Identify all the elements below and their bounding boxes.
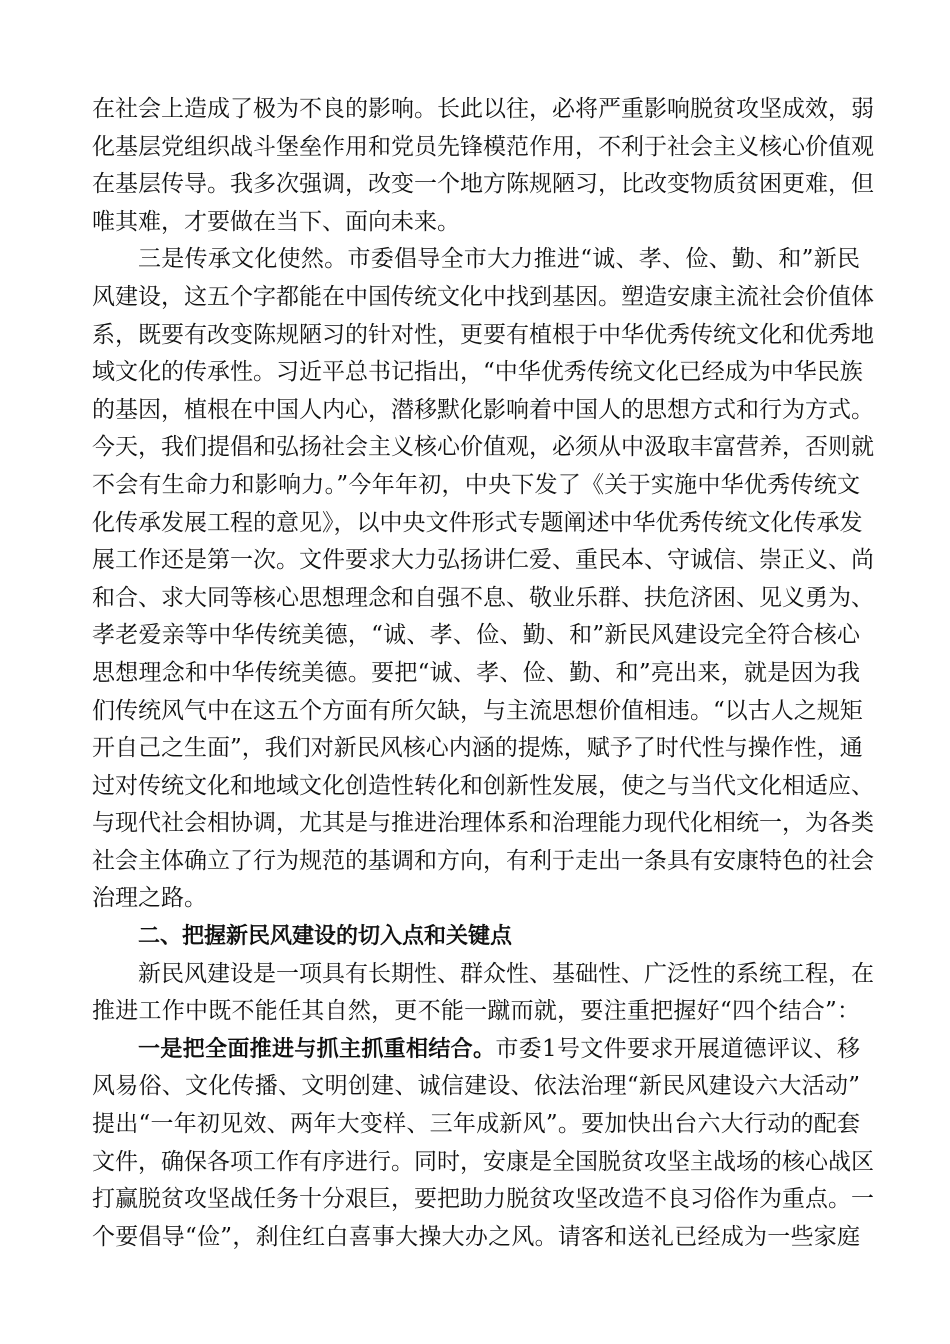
paragraph-4	[92, 1031, 874, 1257]
text-line: 文件，确保各项工作有序进行。同时，安康是全国脱贫攻坚主战场的核心战区	[92, 1148, 874, 1175]
text-line: 在基层传导。我多次强调，改变一个地方陈规陋习，比改变物质贫困更难，但	[92, 171, 874, 198]
text-line: 三是传承文化使然。市委倡导全市大力推进“诚、孝、俭、勤、和”新民	[138, 246, 860, 273]
text-line: 化传承发展工程的意见》，以中央文件形式专题阐述中华优秀传统文化传承发	[92, 509, 863, 536]
text-line: 新民风建设是一项具有长期性、群众性、基础性、广泛性的系统工程，在	[138, 960, 874, 987]
section-heading: 二、把握新民风建设的切入点和关键点	[138, 924, 513, 950]
text-line: 系，既要有改变陈规陋习的针对性，更要有植根于中华优秀传统文化和优秀地	[92, 321, 874, 348]
text-line: 开自己之生面”，我们对新民风核心内涵的提炼，赋予了时代性与操作性，通	[92, 735, 863, 762]
text-line: 孝老爱亲等中华传统美德，“诚、孝、俭、勤、和”新民风建设完全符合核心	[92, 622, 860, 649]
text-line: 域文化的传承性。习近平总书记指出，“中华优秀传统文化已经成为中华民族	[92, 359, 863, 386]
text-line: 化基层党组织战斗堡垒作用和党员先锋模范作用，不利于社会主义核心价值观	[92, 133, 874, 160]
text-line: 展工作还是第一次。文件要求大力弘扬讲仁爱、重民本、守诚信、崇正义、尚	[92, 547, 874, 574]
text-line: 风易俗、文化传播、文明创建、诚信建设、依法治理“新民风建设六大活动”	[92, 1073, 860, 1100]
paragraph-1	[92, 91, 874, 241]
text-line: 打赢脱贫攻坚战任务十分艰巨，要把助力脱贫攻坚改造不良习俗作为重点。一	[92, 1186, 874, 1213]
text-line	[92, 1031, 860, 1069]
text-line: 推进工作中既不能任其自然，更不能一蹴而就，要注重把握好“四个结合”：	[92, 998, 860, 1025]
paragraph-3	[92, 956, 874, 1031]
text-line: 和合、求大同等核心思想理念和自强不息、敬业乐群、扶危济困、见义勇为、	[92, 584, 874, 611]
text-line: 唯其难，才要做在当下、面向未来。	[92, 208, 460, 235]
text-line: 与现代社会相协调，尤其是与推进治理体系和治理能力现代化相统一，为各类	[92, 810, 874, 837]
text-line: 提出“一年初见效、两年大变样、三年成新风”。要加快出台六大行动的配套	[92, 1111, 860, 1138]
lead-rest: 市委1号文件要求开展道德评议、移	[495, 1035, 860, 1062]
text-line: 治理之路。	[92, 885, 207, 912]
text-line: 在社会上造成了极为不良的影响。长此以往，必将严重影响脱贫攻坚成效，弱	[92, 96, 874, 122]
text-line: 不会有生命力和影响力。”今年年初，中央下发了《关于实施中华优秀传统文	[92, 471, 860, 498]
text-line: 个要倡导“俭”，刹住红白喜事大操大办之风。请客和送礼已经成为一些家庭	[92, 1223, 860, 1250]
paragraph-2	[92, 241, 874, 918]
text-line: 们传统风气中在这五个方面有所欠缺，与主流思想价值相违。“以古人之规矩	[92, 697, 863, 724]
text-line: 过对传统文化和地域文化创造性转化和创新性发展，使之与当代文化相适应、	[92, 772, 874, 799]
text-line: 思想理念和中华传统美德。要把“诚、孝、俭、勤、和”亮出来，就是因为我	[92, 659, 860, 686]
text-line: 的基因，植根在中国人内心，潜移默化影响着中国人的思想方式和行为方式。	[92, 396, 874, 423]
text-line: 今天，我们提倡和弘扬社会主义核心价值观，必须从中汲取丰富营养，否则就	[92, 434, 874, 461]
document-body	[92, 91, 874, 1256]
text-line: 社会主体确立了行为规范的基调和方向，有利于走出一条具有安康特色的社会	[92, 847, 874, 874]
text-line: 风建设，这五个字都能在中国传统文化中找到基因。塑造安康主流社会价值体	[92, 283, 874, 310]
bold-lead: 一是把全面推进与抓主抓重相结合。	[138, 1036, 496, 1062]
